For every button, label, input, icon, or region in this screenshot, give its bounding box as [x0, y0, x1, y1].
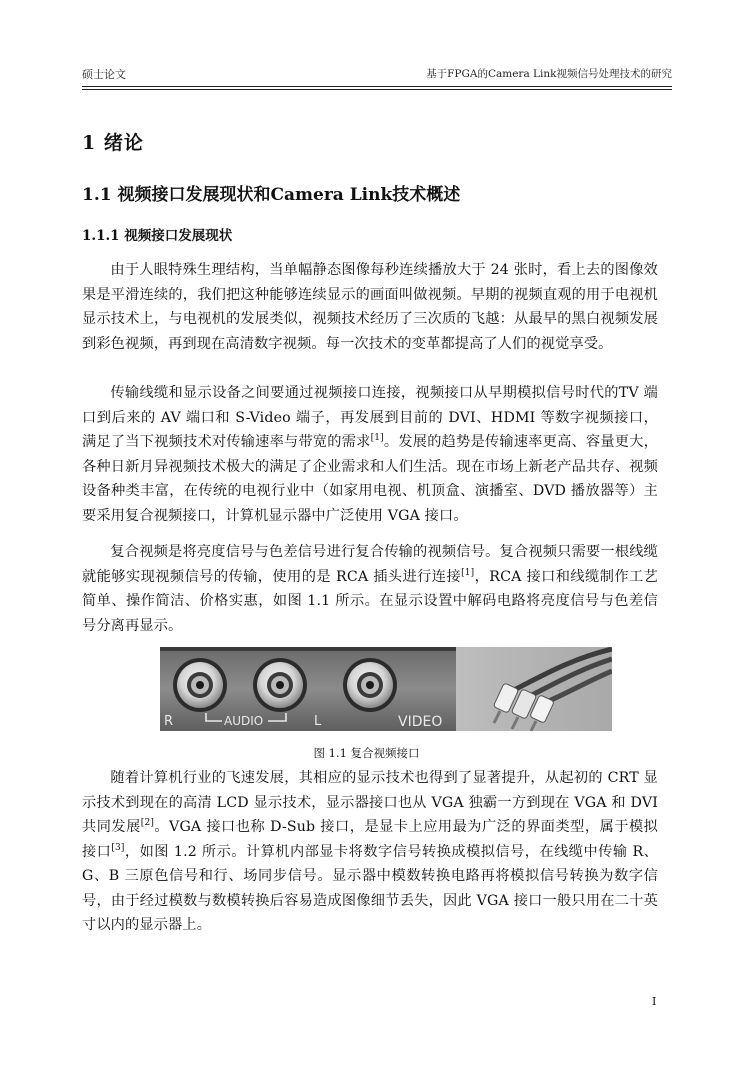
- header-rule-thin: [82, 89, 672, 90]
- figure-caption: 图 1.1 复合视频接口: [313, 746, 420, 760]
- paragraph-4: [82, 766, 658, 938]
- header-rule: [82, 86, 672, 87]
- paragraph-3-text-b: ，RCA 接口和线缆制作工艺简单、操作简洁、价格实惠，如图 1.1 所示。在显示设置中解码电路将亮度信号与色差信号分离再显示。: [82, 568, 658, 634]
- header-left: 硕士论文: [82, 68, 126, 81]
- rca-jack-video: [343, 658, 397, 712]
- section-title: 1.1 视频接口发展现状和Camera Link技术概述: [82, 185, 461, 205]
- paragraph-4-text-c: ，如图 1.2 所示。计算机内部显卡将数字信号转换成模拟信号，在线缆中传输 R、G、B 三原色信号和行、场同步信号。显示器中模数转换电路再将模拟信号转换为数字信号，由于经过模数与数模转换后容易造成图像细节丢失，因此 VGA 接口一般只用在二十英寸以内的显示器上。: [82, 843, 658, 933]
- citation-ref: [2]: [140, 818, 154, 828]
- citation-ref: [1]: [461, 567, 475, 578]
- rca-ports-photo: [160, 647, 612, 731]
- label-video: VIDEO: [398, 714, 443, 730]
- paragraph-1: 由于人眼特殊生理结构，当单幅静态图像每秒连续播放大于 24 张时，看上去的图像效果是平滑连续的，我们把这种能够连续显示的画面叫做视频。早期的视频直观的用于电视机显示技术上，与电视机的发展类似，视频技术经历了三次质的飞越：从最早的黑白视频发展到彩色视频，再到现在高清数字视频。每一次技术的变革都提高了人们的视觉享受。: [82, 262, 658, 352]
- chapter-title: 1 绪论: [82, 132, 144, 154]
- paragraph-4-text-a: 随着计算机行业的飞速发展，其相应的显示技术也得到了显著提升，从起初的 CRT 显示技术到现在的高清 LCD 显示技术，显示器接口也从 VGA 独霸一方到现在 VGA 和 DVI 共同发展: [82, 770, 658, 835]
- running-header: [82, 66, 672, 84]
- label-l: L: [314, 714, 322, 729]
- paragraph-3-text-a: 复合视频是将亮度信号与色差信号进行复合传输的视频信号。复合视频只需要一根线缆就能够实现视频信号的传输，使用的是 RCA 插头进行连接: [82, 544, 658, 585]
- header-right: 基于FPGA的Camera Link视频信号处理技术的研究: [426, 68, 672, 80]
- label-r: R: [164, 714, 174, 729]
- rca-jack-audio-l: [253, 658, 307, 712]
- paragraph-2: [82, 381, 658, 528]
- page-number: I: [652, 995, 657, 1008]
- label-audio: AUDIO: [224, 714, 264, 728]
- subsection-title: 1.1.1 视频接口发展现状: [82, 228, 233, 244]
- citation-ref: [1]: [370, 433, 384, 443]
- paragraph-3: [82, 540, 658, 638]
- paragraph-4-text-b: 。VGA 接口也称 D-Sub 接口，是显卡上应用最为广泛的界面类型，属于模拟接口: [82, 819, 658, 860]
- rca-jack-left: [173, 658, 227, 712]
- paragraph-2-text-a: 传输线缆和显示设备之间要通过视频接口连接，视频接口从早期模拟信号时代的TV 端口到后来的 AV 端口和 S-Video 端子，再发展到目前的 DVI、HDMI 等数字视频接口，满足了当下视频技术对传输速率与带宽的需求: [82, 385, 658, 450]
- citation-ref: [3]: [111, 842, 125, 853]
- paragraph-2-text-b: 。发展的趋势是传输速率更高、容量更大，各种日新月异视频技术极大的满足了企业需求和人们生活。现在市场上新老产品共存、视频设备种类丰富，在传统的电视行业中（如家用电视、机顶盒、演播室、DVD 播放器等）主要采用复合视频接口，计算机显示器中广泛使用 VGA 接口。: [82, 434, 658, 524]
- figure-composite-video-ports: [160, 647, 612, 731]
